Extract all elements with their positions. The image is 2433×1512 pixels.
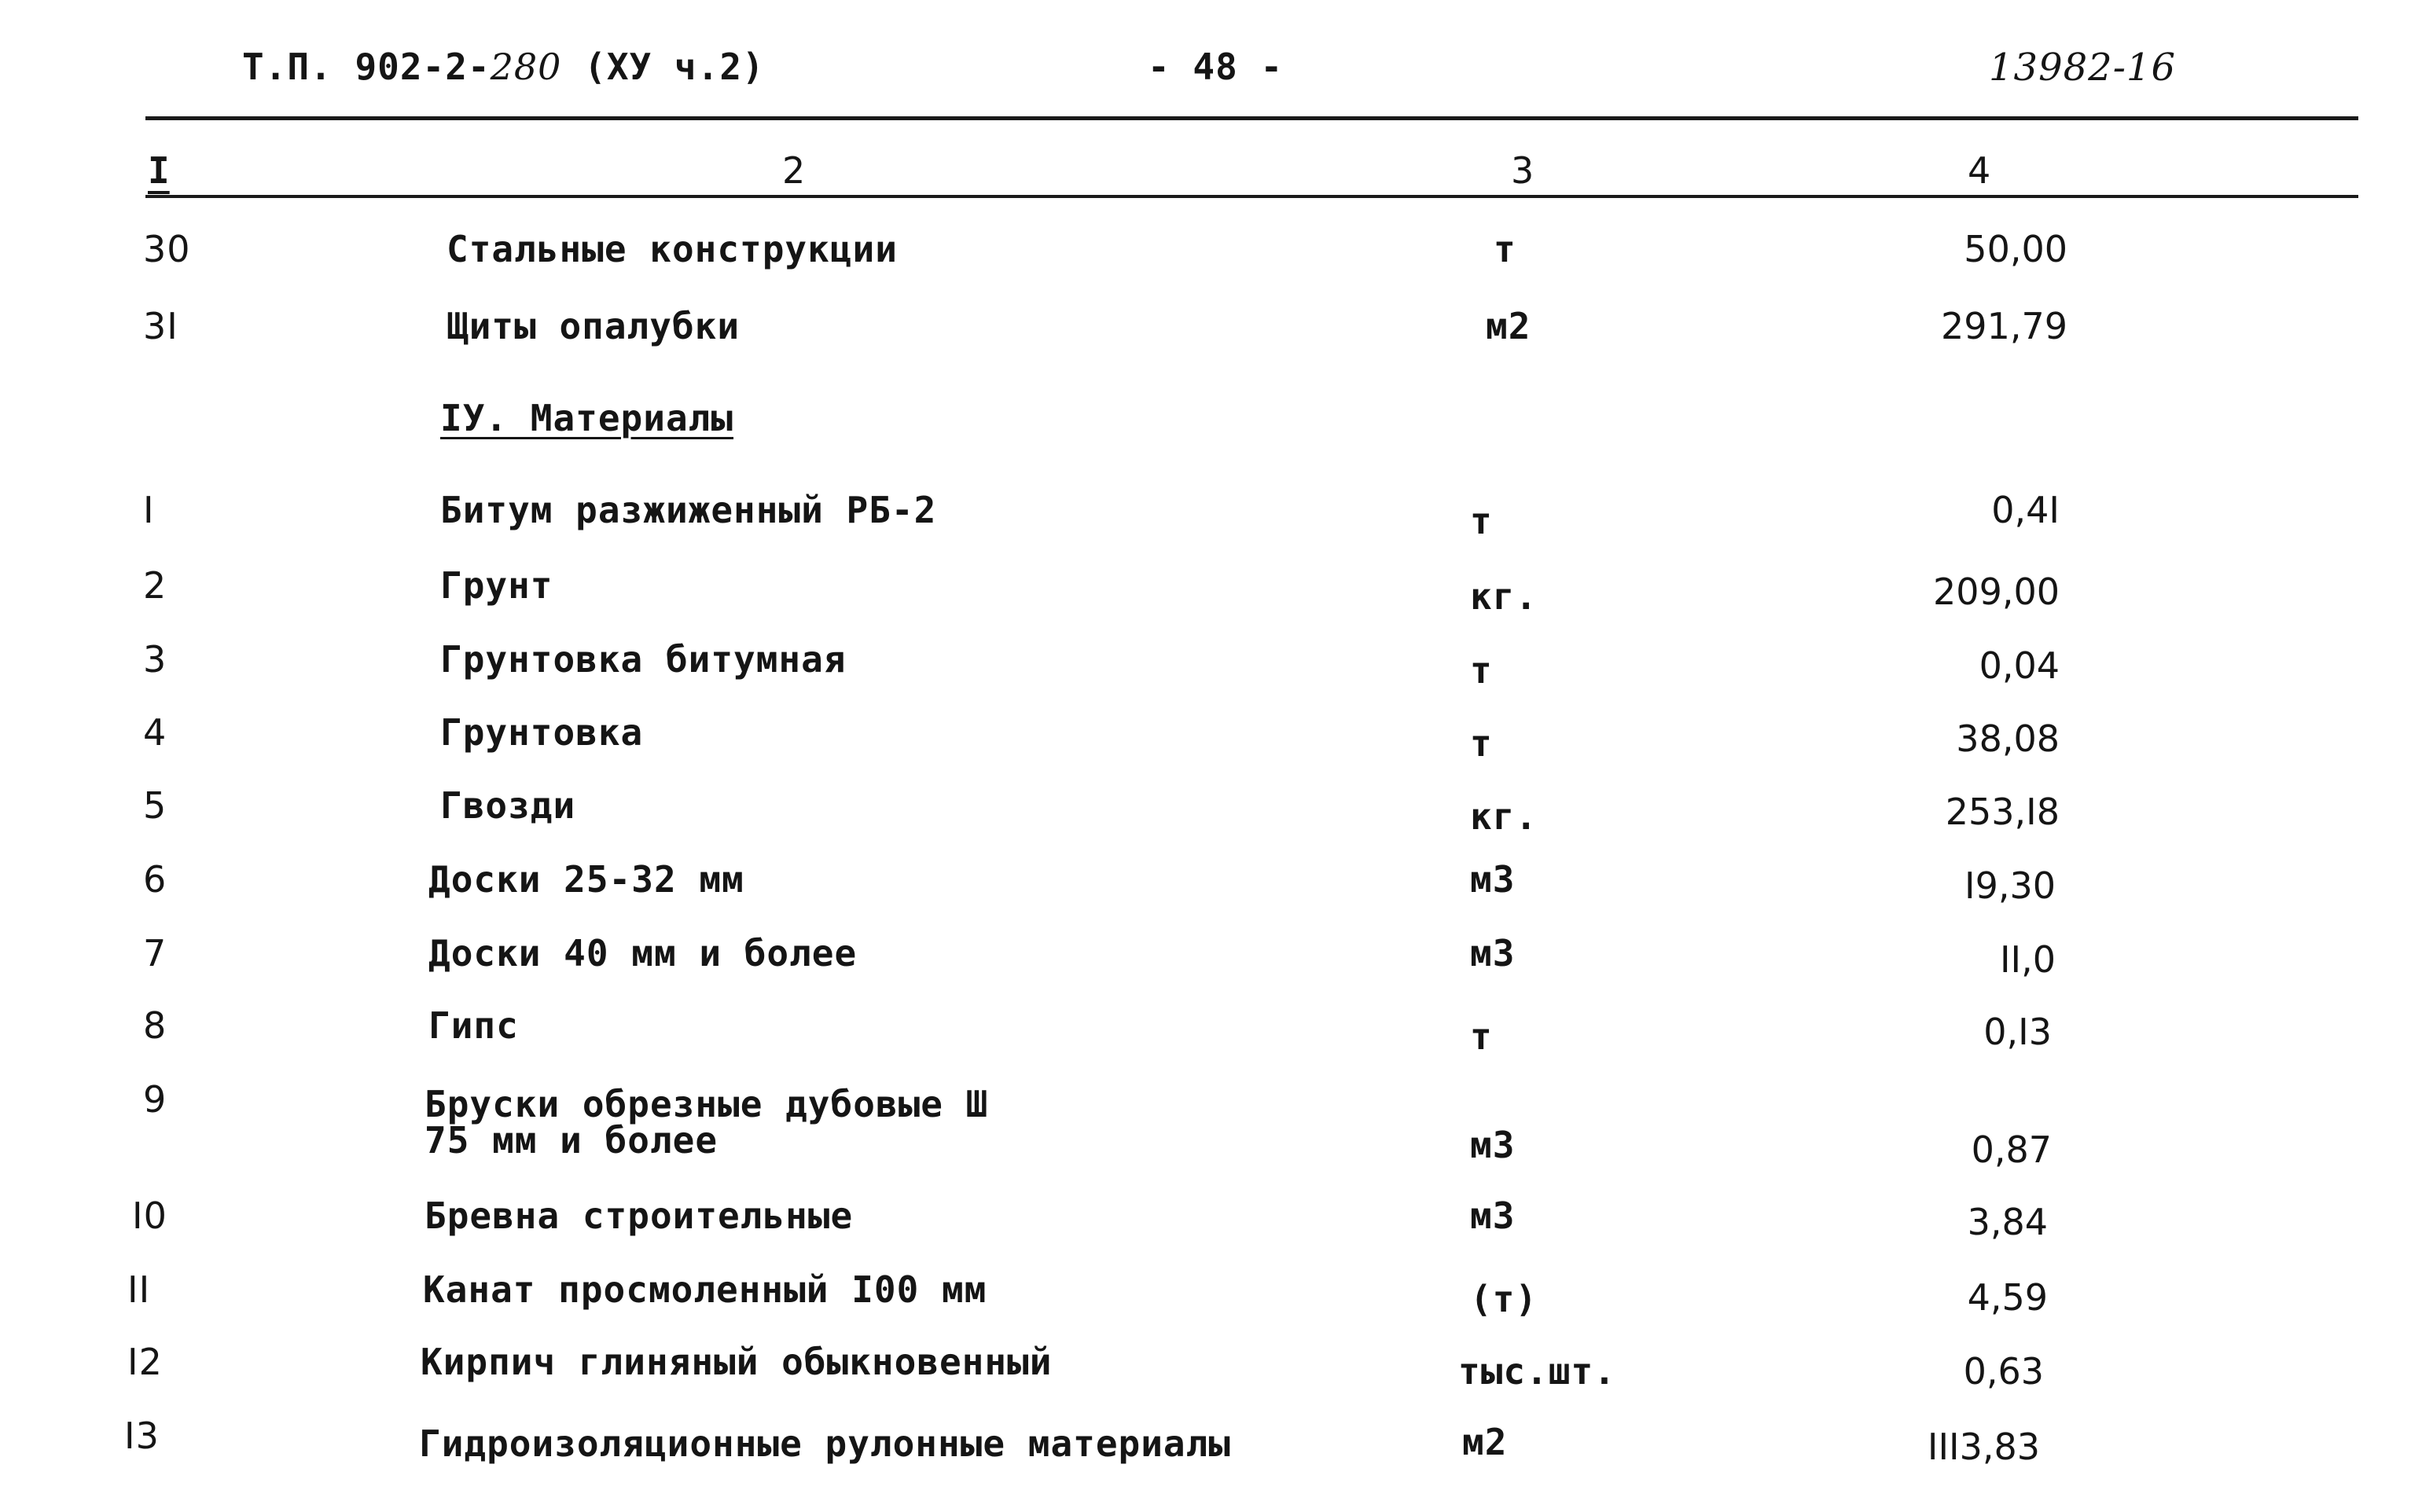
section-title: IУ. Материалы: [440, 397, 734, 439]
row-unit: м2: [1486, 305, 1531, 347]
row-unit: т: [1470, 722, 1493, 765]
row-number: 7: [143, 932, 167, 974]
row-number: 5: [143, 784, 167, 827]
row-number: 3: [143, 638, 167, 681]
row-name-line-2: 75 мм и более: [424, 1119, 719, 1162]
row-name: Стальные конструкции: [447, 228, 898, 270]
row-qty: 38,08: [1956, 717, 2060, 760]
row-name: Битум разжиженный РБ-2: [440, 489, 937, 531]
table-row: [0, 1268, 2433, 1339]
row-qty: 253,I8: [1945, 791, 2060, 833]
table-row: [0, 638, 2433, 709]
table-row: [0, 784, 2433, 855]
row-qty: 0,I3: [1983, 1011, 2052, 1053]
row-number: 3I: [143, 305, 178, 347]
row-number: 2: [143, 564, 167, 607]
row-name: [424, 1083, 989, 1162]
row-name: Грунт: [440, 564, 553, 607]
row-unit: м3: [1470, 932, 1516, 974]
column-header-2: 2: [782, 149, 806, 192]
doc-reference: [242, 46, 765, 88]
row-qty: 50,00: [1964, 228, 2067, 270]
doc-ref-prefix: Т.П. 902-2-: [242, 46, 491, 88]
table-row: [0, 228, 2433, 299]
row-unit: т: [1470, 500, 1493, 542]
column-header-rule: [145, 195, 2358, 198]
row-name: Гипс: [428, 1004, 519, 1047]
row-name: Грунтовка: [440, 711, 644, 754]
row-name: Гвозди: [440, 784, 576, 827]
row-name: Щиты опалубки: [447, 305, 741, 347]
archive-number: 13982-16: [1989, 46, 2176, 90]
row-name: Доски 40 мм и более: [428, 932, 858, 974]
row-unit: м2: [1462, 1421, 1508, 1463]
row-qty: 0,04: [1979, 644, 2060, 687]
doc-ref-handwritten: 280: [490, 46, 562, 88]
row-number: 4: [143, 711, 167, 754]
table-row: [0, 305, 2433, 376]
row-number: I: [143, 489, 155, 531]
row-unit: тыс.шт.: [1458, 1350, 1616, 1393]
column-header-1: I: [148, 149, 170, 192]
row-qty: I9,30: [1964, 864, 2056, 907]
row-unit: кг.: [1470, 575, 1538, 618]
table-row: [0, 1004, 2433, 1075]
row-qty: 0,63: [1963, 1350, 2044, 1393]
table-row: [0, 564, 2433, 635]
row-qty: 4,59: [1967, 1276, 2048, 1319]
row-number: 6: [143, 858, 167, 901]
row-name: Грунтовка битумная: [440, 638, 847, 681]
row-unit: т: [1470, 649, 1493, 692]
row-qty: 209,00: [1933, 571, 2060, 613]
header-rule: [145, 116, 2358, 120]
row-qty: 3,84: [1967, 1201, 2048, 1243]
row-number: 9: [143, 1078, 167, 1121]
row-name: Бревна строительные: [424, 1195, 854, 1237]
row-name: Гидроизоляционные рулонные материалы: [419, 1422, 1231, 1465]
table-row: [0, 711, 2433, 782]
row-unit: м3: [1470, 858, 1516, 901]
row-qty: 291,79: [1941, 305, 2067, 347]
row-name: Кирпич глиняный обыкновенный: [421, 1341, 1053, 1383]
row-name-line-1: Бруски обрезные дубовые Ш: [424, 1083, 989, 1125]
row-number: I3: [124, 1415, 160, 1457]
row-name: Канат просмоленный I00 мм: [423, 1268, 987, 1311]
row-qty: 0,87: [1971, 1128, 2052, 1171]
row-number: 8: [143, 1004, 167, 1047]
row-number: 30: [143, 228, 191, 270]
table-row: [0, 1195, 2433, 1265]
column-header-4: 4: [1968, 149, 1991, 192]
table-row: [0, 489, 2433, 560]
table-row: [0, 858, 2433, 929]
row-unit: м3: [1470, 1124, 1516, 1166]
table-row: [0, 932, 2433, 1003]
row-qty: 0,4I: [1991, 489, 2060, 531]
row-name: Доски 25-32 мм: [428, 858, 744, 901]
row-qty: III3,83: [1927, 1426, 2040, 1468]
row-number: II: [127, 1268, 151, 1311]
doc-ref-suffix: (ХУ ч.2): [561, 46, 765, 88]
row-qty: II,0: [1999, 938, 2056, 981]
row-unit: т: [1494, 228, 1516, 270]
page-number: - 48 -: [1148, 46, 1284, 88]
table-row: [0, 1341, 2433, 1411]
row-number: I2: [127, 1341, 163, 1383]
row-unit: м3: [1470, 1195, 1516, 1237]
column-header-3: 3: [1511, 149, 1534, 192]
table-row: [0, 1078, 2433, 1188]
row-unit: т: [1470, 1015, 1493, 1058]
row-unit: (т): [1470, 1278, 1538, 1320]
row-number: I0: [132, 1195, 167, 1237]
row-unit: кг.: [1470, 795, 1538, 838]
table-row: [0, 1415, 2433, 1485]
